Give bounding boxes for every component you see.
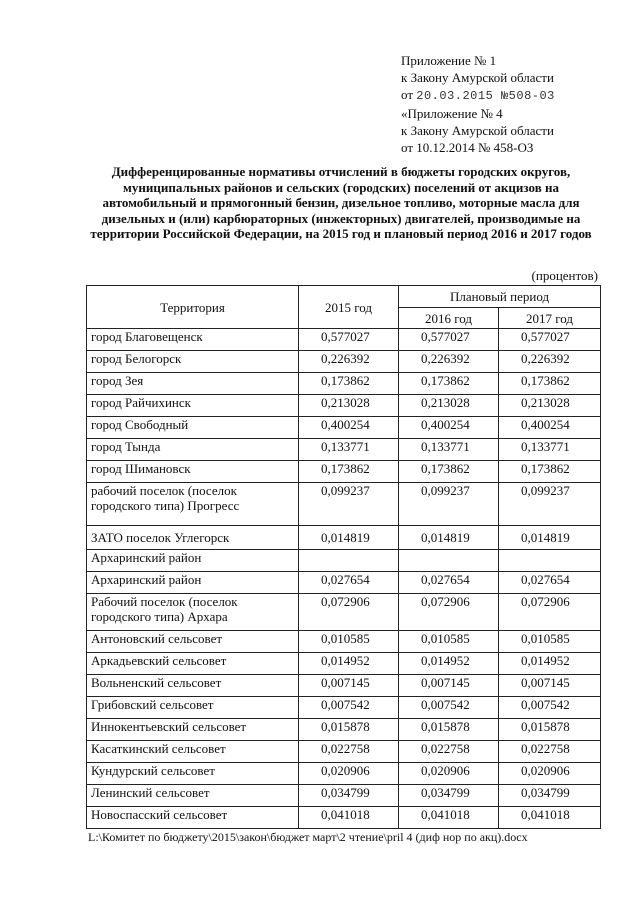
territory-cell: город Райчихинск	[87, 395, 299, 417]
value-2016-cell: 0,015878	[399, 719, 499, 741]
value-2015-cell: 0,007542	[299, 697, 399, 719]
territory-cell: Антоновский сельсовет	[87, 631, 299, 653]
table-row	[87, 351, 601, 373]
territory-cell: Рабочий поселок (поселок городского типа) Архара	[87, 594, 299, 631]
value-2017-cell: 0,099237	[499, 483, 601, 526]
value-2016-cell: 0,010585	[399, 631, 499, 653]
header-2016: 2016 год	[399, 308, 499, 329]
table-row	[87, 675, 601, 697]
value-2015-cell: 0,007145	[299, 675, 399, 697]
table-row	[87, 417, 601, 439]
value-2017-cell: 0,014819	[499, 526, 601, 550]
document-title: Дифференцированные нормативы отчислений в бюджеты городских округов, муниципальных районов и сельских (городских) поселений от акцизов на автомобильный и прямогонный бензин, дизельное топливо, моторные масла для дизельных и (или) карбюраторных (инжекторных) двигателей, производимые на территории Российской Федерации, на 2015 год и плановый период 2016 и 2017 годов	[90, 164, 592, 241]
annex-date-prefix: от	[401, 87, 414, 102]
header-2017: 2017 год	[499, 308, 601, 329]
value-2016-cell: 0,173862	[399, 373, 499, 395]
table-row	[87, 653, 601, 675]
value-2015-cell: 0,027654	[299, 572, 399, 594]
value-2016-cell: 0,577027	[399, 329, 499, 351]
value-2017-cell: 0,015878	[499, 719, 601, 741]
value-2017-cell: 0,041018	[499, 807, 601, 829]
value-2015-cell: 0,041018	[299, 807, 399, 829]
table-row	[87, 741, 601, 763]
value-2016-cell: 0,014952	[399, 653, 499, 675]
value-2015-cell: 0,010585	[299, 631, 399, 653]
file-path-footer: L:\Комитет по бюджету\2015\закон\бюджет март\2 чтение\pril 4 (диф нор по акц).docx	[88, 830, 528, 844]
table-row	[87, 697, 601, 719]
header-territory: Территория	[87, 286, 299, 329]
table-row	[87, 439, 601, 461]
table-row	[87, 719, 601, 741]
value-2017-cell: 0,173862	[499, 373, 601, 395]
value-2017-cell: 0,020906	[499, 763, 601, 785]
territory-cell: город Тында	[87, 439, 299, 461]
table-row	[87, 594, 601, 631]
value-2017-cell: 0,226392	[499, 351, 601, 373]
table-row	[87, 461, 601, 483]
table-row	[87, 763, 601, 785]
value-2015-cell: 0,099237	[299, 483, 399, 526]
value-2016-cell: 0,007145	[399, 675, 499, 697]
value-2015-cell: 0,014819	[299, 526, 399, 550]
territory-cell: город Свободный	[87, 417, 299, 439]
value-2017-cell	[499, 550, 601, 572]
territory-cell: ЗАТО поселок Углегорск	[87, 526, 299, 550]
value-2017-cell: 0,014952	[499, 653, 601, 675]
territory-cell: Новоспасский сельсовет	[87, 807, 299, 829]
value-2015-cell: 0,213028	[299, 395, 399, 417]
value-2016-cell: 0,226392	[399, 351, 499, 373]
norms-table	[86, 285, 601, 829]
value-2015-cell: 0,173862	[299, 461, 399, 483]
value-2017-cell: 0,007145	[499, 675, 601, 697]
value-2015-cell: 0,133771	[299, 439, 399, 461]
header-planned-period: Плановый период	[399, 286, 601, 308]
territory-cell: город Шимановск	[87, 461, 299, 483]
annex-line-1: Приложение № 1	[401, 53, 497, 68]
territory-cell: Кундурский сельсовет	[87, 763, 299, 785]
value-2016-cell: 0,034799	[399, 785, 499, 807]
table-row	[87, 329, 601, 351]
annex-header	[401, 52, 555, 156]
registration-stamp: 20.03.2015 №508-03	[416, 89, 555, 103]
territory-cell: Вольненский сельсовет	[87, 675, 299, 697]
value-2016-cell: 0,027654	[399, 572, 499, 594]
value-2015-cell: 0,577027	[299, 329, 399, 351]
value-2017-cell: 0,010585	[499, 631, 601, 653]
territory-cell: город Благовещенск	[87, 329, 299, 351]
value-2015-cell: 0,400254	[299, 417, 399, 439]
territory-cell: рабочий поселок (поселок городского типа) Прогресс	[87, 483, 299, 526]
value-2016-cell: 0,041018	[399, 807, 499, 829]
value-2016-cell: 0,099237	[399, 483, 499, 526]
value-2015-cell: 0,015878	[299, 719, 399, 741]
value-2015-cell: 0,226392	[299, 351, 399, 373]
value-2016-cell: 0,020906	[399, 763, 499, 785]
value-2015-cell: 0,034799	[299, 785, 399, 807]
table-row	[87, 807, 601, 829]
table-row	[87, 526, 601, 550]
value-2016-cell: 0,014819	[399, 526, 499, 550]
section-heading-cell: Архаринский район	[87, 550, 299, 572]
annex-line-4: «Приложение № 4	[401, 106, 503, 121]
annex-line-5: к Закону Амурской области	[401, 123, 554, 138]
value-2017-cell: 0,173862	[499, 461, 601, 483]
value-2017-cell: 0,577027	[499, 329, 601, 351]
value-2016-cell: 0,007542	[399, 697, 499, 719]
territory-cell: Аркадьевский сельсовет	[87, 653, 299, 675]
value-2015-cell	[299, 550, 399, 572]
unit-label: (процентов)	[531, 268, 598, 283]
territory-cell: Иннокентьевский сельсовет	[87, 719, 299, 741]
value-2016-cell: 0,173862	[399, 461, 499, 483]
value-2016-cell: 0,213028	[399, 395, 499, 417]
table-row	[87, 373, 601, 395]
table-row	[87, 483, 601, 526]
value-2017-cell: 0,034799	[499, 785, 601, 807]
value-2017-cell: 0,007542	[499, 697, 601, 719]
annex-line-6: от 10.12.2014 № 458-ОЗ	[401, 140, 534, 155]
value-2017-cell: 0,072906	[499, 594, 601, 631]
header-2015: 2015 год	[299, 286, 399, 329]
territory-cell: Касаткинский сельсовет	[87, 741, 299, 763]
territory-cell: Ленинский сельсовет	[87, 785, 299, 807]
territory-cell: Грибовский сельсовет	[87, 697, 299, 719]
value-2016-cell	[399, 550, 499, 572]
value-2017-cell: 0,133771	[499, 439, 601, 461]
value-2016-cell: 0,022758	[399, 741, 499, 763]
value-2016-cell: 0,133771	[399, 439, 499, 461]
value-2015-cell: 0,014952	[299, 653, 399, 675]
annex-line-3	[401, 86, 555, 105]
value-2016-cell: 0,400254	[399, 417, 499, 439]
value-2016-cell: 0,072906	[399, 594, 499, 631]
table-row	[87, 631, 601, 653]
value-2017-cell: 0,213028	[499, 395, 601, 417]
table-row	[87, 395, 601, 417]
value-2015-cell: 0,173862	[299, 373, 399, 395]
value-2017-cell: 0,400254	[499, 417, 601, 439]
value-2015-cell: 0,022758	[299, 741, 399, 763]
value-2015-cell: 0,020906	[299, 763, 399, 785]
table-row	[87, 785, 601, 807]
territory-cell: город Белогорск	[87, 351, 299, 373]
annex-line-2: к Закону Амурской области	[401, 70, 554, 85]
table-section-row	[87, 550, 601, 572]
value-2017-cell: 0,027654	[499, 572, 601, 594]
territory-cell: город Зея	[87, 373, 299, 395]
table-row	[87, 572, 601, 594]
value-2015-cell: 0,072906	[299, 594, 399, 631]
value-2017-cell: 0,022758	[499, 741, 601, 763]
territory-cell: Архаринский район	[87, 572, 299, 594]
